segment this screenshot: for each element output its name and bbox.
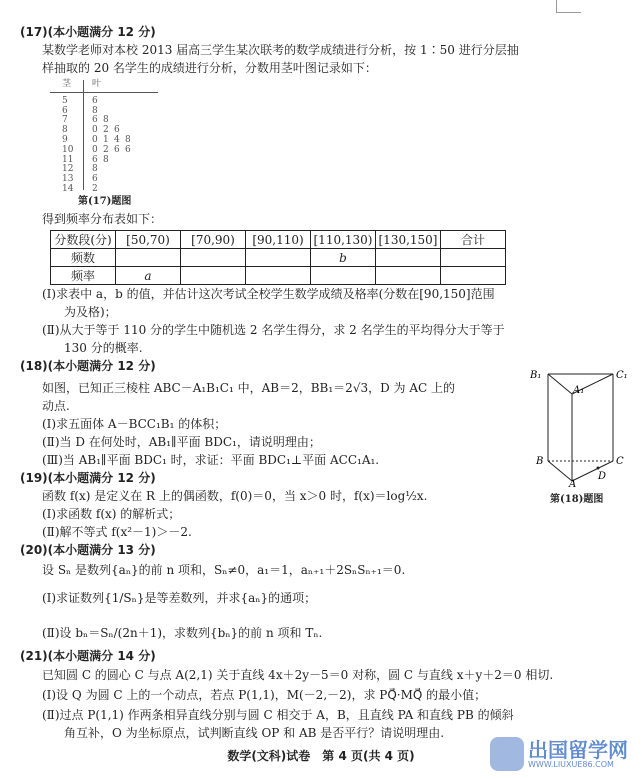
table-row	[51, 249, 506, 267]
table-header-cell: 分数段(分)	[51, 231, 116, 249]
table-intro: 得到频率分布表如下：	[42, 212, 163, 226]
q18-header: (18)(本小题满分 12 分)	[20, 359, 156, 373]
leaves	[86, 156, 114, 166]
leaf-value: 6	[114, 125, 120, 136]
stem-value: 13	[62, 174, 74, 185]
q20-text: 设 Sₙ 是数列{aₙ}的前 n 项和，Sₙ≠0，a₁＝1，aₙ₊₁＋2SₙSₙ₊₁＝0.	[42, 563, 406, 577]
q21-header: (21)(本小题满分 14 分)	[20, 649, 156, 663]
q19-part1: (Ⅰ)求函数 f(x) 的解析式；	[42, 507, 181, 521]
table-header-cell: [50,70)	[116, 231, 181, 249]
table-header-cell: 合计	[441, 231, 506, 249]
q18-part1: (Ⅰ)求五面体 A－BCC₁B₁ 的体积；	[42, 417, 227, 431]
row-label-cell: 频率	[51, 267, 116, 285]
stem-value: 8	[62, 125, 68, 136]
page-footer: 数学(文科)试卷 第 4 页(共 4 页)	[227, 749, 415, 763]
table-cell: a	[116, 267, 181, 285]
leaf-value: 6	[125, 144, 131, 155]
q17-part1-cont: 为及格)；	[64, 305, 117, 319]
edge-ba	[548, 461, 572, 481]
q20-part2: (Ⅱ)设 bₙ＝Sₙ/(2n＋1)，求数列{bₙ}的前 n 项和 Tₙ.	[42, 626, 323, 640]
leaf-value: 0	[92, 125, 98, 136]
table-header-cell: [130,150]	[376, 231, 441, 249]
table-header-cell: [70,90)	[181, 231, 246, 249]
label-c1: C₁	[616, 370, 628, 381]
label-b: B	[536, 456, 544, 467]
leaf-value: 8	[125, 134, 131, 145]
q19-header: (19)(本小题满分 12 分)	[20, 471, 156, 485]
stem-value: 5	[62, 95, 68, 106]
leaf-value: 6	[92, 174, 98, 185]
stem-value: 9	[62, 134, 68, 145]
stem-value: 6	[62, 105, 68, 116]
leaf-value: 0	[92, 134, 98, 145]
table-row	[51, 267, 506, 285]
table-cell	[376, 249, 441, 267]
table-cell	[441, 267, 506, 285]
table-cell	[376, 267, 441, 285]
prism-figure	[528, 366, 638, 488]
table-cell	[181, 267, 246, 285]
q18-part3: (Ⅲ)当 AB₁∥平面 BDC₁ 时，求证：平面 BDC₁⊥平面 ACC₁A₁.	[42, 453, 380, 467]
q17-text: 样抽取的 20 名学生的成绩进行分析，分数用茎叶图记录如下：	[42, 61, 377, 75]
leaves	[86, 116, 114, 126]
q19-part2: (Ⅱ)解不等式 f(x²－1)＞－2.	[42, 525, 192, 539]
point-d	[597, 467, 600, 470]
q17-part1: (Ⅰ)求表中 a，b 的值，并估计这次考试全校学生数学成绩及格率(分数在[90,150]范围	[42, 287, 495, 301]
q21-part1: (Ⅰ)设 Q 为圆 C 上的一个动点，若点 P(1,1)，M(－2,－2)，求 PQ⃗·MQ⃗ 的最小值；	[42, 688, 487, 702]
q18-figure-caption: 第(18)题图	[550, 494, 604, 505]
leaf-value: 2	[103, 144, 109, 155]
leaf-value: 0	[92, 144, 98, 155]
leaf-value: 1	[103, 134, 109, 145]
leaf-value: 6	[92, 154, 98, 165]
table-cell	[181, 249, 246, 267]
q18-part2: (Ⅱ)当 D 在何处时，AB₁∥平面 BDC₁，请说明理由；	[42, 435, 321, 449]
leaf-value: 8	[92, 105, 98, 116]
watermark-url: WWW.LIUXUE86.COM	[528, 759, 614, 769]
label-a: A	[569, 479, 577, 488]
page-corner-mark	[556, 0, 581, 13]
frequency-table	[50, 230, 506, 285]
table-cell	[246, 249, 311, 267]
leaf-value: 8	[103, 154, 109, 165]
leaf-value: 2	[103, 125, 109, 136]
stem-header: 茎	[62, 79, 72, 89]
leaf-header: 叶	[92, 79, 102, 89]
table-cell	[116, 249, 181, 267]
table-cell: b	[311, 249, 376, 267]
q17-text: 某数学老师对本校 2013 届高三学生某次联考的数学成绩进行分析，按 1∶50 进行分层抽	[42, 43, 519, 57]
leaf-value: 6	[92, 95, 98, 106]
table-header-cell: [90,110)	[246, 231, 311, 249]
q20-header: (20)(本小题满分 13 分)	[20, 543, 156, 557]
q21-part2-cont: 角互补，O 为坐标原点，试判断直线 OP 和 AB 是否平行？请说明理由.	[64, 726, 445, 740]
label-a1: A₁	[573, 385, 585, 396]
watermark-logo-icon	[490, 737, 524, 771]
watermark	[490, 737, 628, 771]
stem-value: 12	[62, 164, 74, 175]
table-cell	[246, 267, 311, 285]
leaf-value: 6	[92, 115, 98, 126]
q17-part2-cont: 130 分的概率.	[64, 341, 143, 355]
edge-b1a1	[548, 374, 572, 394]
stem-value: 14	[62, 183, 74, 194]
leaf-value: 4	[114, 134, 120, 145]
q18-text: 动点.	[42, 399, 70, 413]
q21-part2: (Ⅱ)过点 P(1,1) 作两条相异直线分别与圆 C 相交于 A，B，且直线 PA 和直线 PB 的倾斜	[42, 708, 514, 722]
leaf-value: 6	[114, 144, 120, 155]
stem-value: 7	[62, 115, 68, 126]
table-cell	[441, 249, 506, 267]
q18-text: 如图，已知正三棱柱 ABC－A₁B₁C₁ 中，AB＝2，BB₁＝2√3，D 为 AC 上的	[42, 381, 456, 395]
table-header-row	[51, 231, 506, 249]
row-label-cell: 频数	[51, 249, 116, 267]
stem-value: 11	[62, 154, 74, 165]
q17-part2: (Ⅱ)从大于等于 110 分的学生中随机选 2 名学生得分，求 2 名学生的平均得分大于等于	[42, 323, 505, 337]
edge-ac	[572, 461, 613, 481]
label-b1: B₁	[530, 370, 542, 381]
label-c: C	[616, 456, 624, 467]
table-header-cell: [110,130)	[311, 231, 376, 249]
q20-part1: (Ⅰ)求证数列{1/Sₙ}是等差数列，并求{aₙ}的通项；	[42, 591, 317, 605]
label-d: D	[598, 471, 607, 482]
stem-value: 10	[62, 144, 74, 155]
leaf-value: 2	[92, 183, 98, 194]
stem-leaf-plot	[50, 80, 158, 195]
leaf-value: 8	[92, 164, 98, 175]
q19-text: 函数 f(x) 是定义在 R 上的偶函数，f(0)＝0，当 x＞0 时，f(x)＝log½x.	[42, 489, 428, 503]
leaf-value: 8	[103, 115, 109, 126]
q17-figure-caption: 第(17)题图	[78, 196, 132, 207]
q17-header: (17)(本小题满分 12 分)	[20, 25, 156, 39]
q21-text: 已知圆 C 的圆心 C 与点 A(2,1) 关于直线 4x＋2y－5＝0 对称，圆 C 与直线 x＋y＋2＝0 相切.	[42, 668, 554, 682]
watermark-title: 出国留学网	[528, 737, 628, 762]
table-cell	[311, 267, 376, 285]
